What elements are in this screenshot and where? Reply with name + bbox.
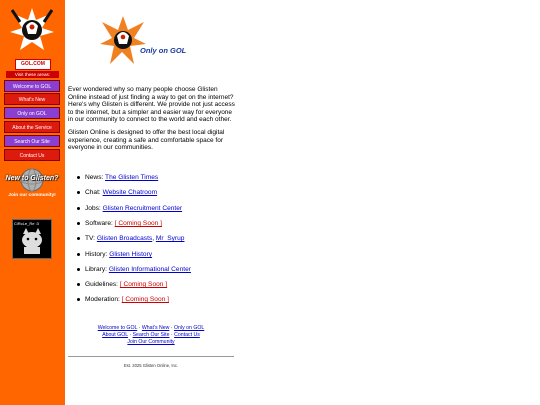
comma-separator: , xyxy=(152,235,156,242)
list-item xyxy=(77,174,158,181)
footer-link-only-on-gol[interactable]: Only on GOL xyxy=(174,325,205,331)
list-item xyxy=(77,205,182,212)
link-glisten-history[interactable]: Glisten History xyxy=(109,251,153,258)
list-item xyxy=(77,220,162,227)
separator: · xyxy=(138,325,141,331)
gol-logo[interactable] xyxy=(6,4,58,68)
bullet-icon xyxy=(77,176,80,179)
footer-link-join[interactable]: Join Our Community xyxy=(127,338,175,345)
separator: · xyxy=(129,331,132,338)
list-item xyxy=(77,251,152,258)
bullet-icon xyxy=(77,191,80,194)
bullet-icon xyxy=(77,253,80,256)
item-label: Library: xyxy=(85,266,107,273)
bullet-icon xyxy=(77,222,80,225)
link-mr-syrup[interactable]: Mr_Syrup xyxy=(155,235,185,242)
bullet-icon xyxy=(77,283,80,286)
nav-contact-us[interactable]: Contact Us xyxy=(4,149,60,161)
link-website-chatroom[interactable]: Website Chatroom xyxy=(102,189,158,196)
intro-paragraph-1: Ever wondered why so many people choose Glisten Online instead of just finding a way to get on the internet? Here's why Glisten is different. We provide not just access to the internet, but a simpler and easier way for everyone in our community to connect to the world and each other. xyxy=(68,86,235,124)
logo-text: GOL.COM xyxy=(15,59,51,70)
list-item xyxy=(77,235,184,242)
item-label: History: xyxy=(85,251,108,258)
join-community-text: Join our community! xyxy=(8,193,56,198)
new-to-glisten-badge[interactable] xyxy=(5,168,59,212)
separator: · xyxy=(170,331,173,338)
nav-search-site[interactable]: Search Our Site xyxy=(4,135,60,147)
bullet-icon xyxy=(77,237,80,240)
list-item xyxy=(77,281,167,288)
coming-soon-moderation[interactable]: [ Coming Soon ] xyxy=(121,296,169,303)
item-label: Guidelines: xyxy=(85,281,118,288)
footer-links xyxy=(68,325,234,345)
intro-text xyxy=(68,86,236,157)
footer-link-whats-new[interactable]: What's New xyxy=(141,325,170,331)
footer-link-about[interactable]: About GOL xyxy=(102,331,128,338)
nav-welcome[interactable]: Welcome to GOL xyxy=(4,80,60,92)
item-label: Chat: xyxy=(85,189,101,196)
phoenix-header-icon xyxy=(98,14,148,70)
cat-badge[interactable] xyxy=(12,219,52,259)
header-logo xyxy=(98,14,208,74)
bullet-icon xyxy=(77,207,80,210)
coming-soon-guidelines[interactable]: [ Coming Soon ] xyxy=(119,281,168,288)
copyright: Est. 2025 Glisten Online, Inc. xyxy=(123,363,179,368)
divider xyxy=(68,356,234,357)
sidebar xyxy=(0,0,65,405)
link-informational-center[interactable]: Glisten Informational Center xyxy=(108,266,191,273)
link-recruitment-center[interactable]: Glisten Recruitment Center xyxy=(102,205,183,212)
link-glisten-times[interactable]: The Glisten Times xyxy=(105,174,159,181)
list-item xyxy=(77,189,157,196)
item-label: TV: xyxy=(85,235,96,242)
list-item xyxy=(77,266,191,273)
cat-badge-label: CiRcLe_Re :3 xyxy=(14,221,39,226)
intro-paragraph-2: Glisten Online is designed to offer the best local digital experience, creating a safe and comfortable space for everyone in our communities. xyxy=(68,128,225,152)
item-label: Moderation: xyxy=(85,296,120,303)
item-label: Jobs: xyxy=(85,205,101,212)
separator: · xyxy=(170,325,173,331)
page-title: Only on GOL xyxy=(140,46,187,55)
link-glisten-broadcasts[interactable]: Glisten Broadcasts xyxy=(96,235,153,242)
phoenix-logo-icon xyxy=(6,4,58,60)
item-label: News: xyxy=(85,174,104,181)
list-item xyxy=(77,296,169,303)
coming-soon-software[interactable]: [ Coming Soon ] xyxy=(114,220,162,227)
nav-whats-new[interactable]: What's New xyxy=(4,93,60,105)
visit-label: Visit these areas: xyxy=(6,71,59,78)
new-to-glisten-title: New to Glisten? xyxy=(5,175,59,182)
item-label: Software: xyxy=(85,220,113,227)
footer-link-welcome[interactable]: Welcome to GOL xyxy=(97,325,138,331)
nav-only-on-gol[interactable]: Only on GOL xyxy=(4,107,60,119)
bullet-icon xyxy=(77,298,80,301)
bullet-icon xyxy=(77,268,80,271)
footer-link-search[interactable]: Search Our Site xyxy=(132,331,170,338)
footer-link-contact[interactable]: Contact Us xyxy=(174,331,200,338)
nav-about-service[interactable]: About the Service xyxy=(4,121,60,133)
